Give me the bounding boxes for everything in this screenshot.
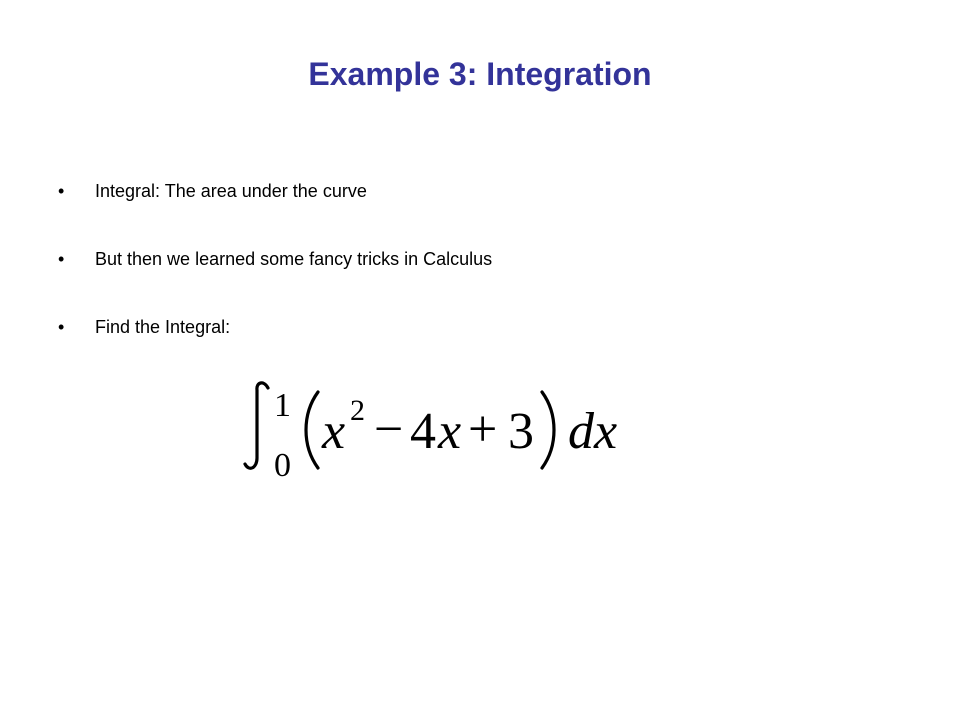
right-paren — [542, 392, 554, 468]
slide-title: Example 3: Integration — [308, 56, 652, 92]
bullet-item — [58, 174, 918, 208]
formula-graphic — [238, 376, 658, 486]
bullet-marker: • — [58, 181, 65, 201]
coefficient: 4 — [410, 403, 436, 460]
term-x: x — [322, 403, 346, 460]
term-x: x — [438, 403, 462, 460]
bullet-text: Integral: The area under the curve — [95, 181, 367, 201]
bullet-text: Find the Integral: — [95, 317, 231, 337]
bullet-marker: • — [58, 249, 65, 269]
constant: 3 — [508, 403, 534, 460]
exponent: 2 — [350, 394, 365, 427]
bullet-marker: • — [58, 317, 65, 337]
bullet-text: But then we learned some fancy tricks in Calculus — [95, 249, 493, 269]
plus-sign: + — [468, 401, 498, 458]
bullet-item — [58, 310, 918, 344]
lower-limit: 0 — [274, 447, 291, 484]
upper-limit: 1 — [274, 387, 291, 424]
minus-sign: − — [374, 401, 404, 458]
bullet-list — [58, 174, 918, 378]
differential: dx — [568, 403, 618, 460]
integral-formula — [238, 376, 658, 486]
left-paren — [306, 392, 318, 468]
bullet-item — [58, 242, 918, 276]
integral-sign — [245, 383, 268, 468]
